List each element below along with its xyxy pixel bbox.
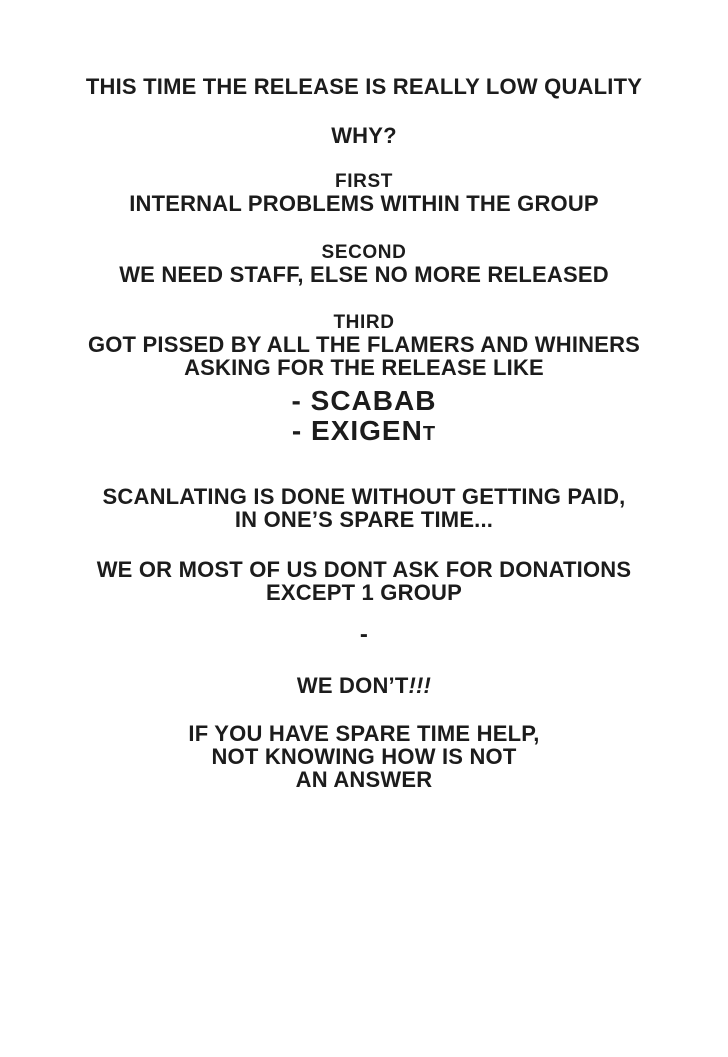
notice-title: THIS TIME THE RELEASE IS REALLY LOW QUALITY	[85, 74, 643, 99]
scanlating-line-2: IN ONE’S SPARE TIME...	[234, 507, 494, 532]
scanlating-line-1: SCANLATING IS DONE WITHOUT GETTING PAID,	[102, 484, 626, 509]
we-dont-exclamation: !!!	[408, 673, 432, 698]
flamer-name-exigent	[0, 415, 728, 450]
reason-third-heading: THIRD	[333, 312, 395, 333]
we-dont-text: WE DON’T	[296, 673, 409, 698]
help-plea-line-2: NOT KNOWING HOW IS NOT	[211, 744, 517, 769]
reason-second-block	[0, 242, 728, 286]
reason-second-heading: SECOND	[321, 242, 407, 263]
reason-first-block	[0, 171, 728, 215]
scanlating-block	[0, 485, 728, 531]
we-dont-line	[0, 674, 728, 697]
flamer-name-scabab: - SCABAB	[291, 385, 437, 416]
notice-question: WHY?	[331, 123, 397, 148]
reason-first-body: INTERNAL PROBLEMS WITHIN THE GROUP	[129, 191, 599, 216]
reason-second-body: WE NEED STAFF, ELSE NO MORE RELEASED	[119, 262, 609, 287]
help-plea-line-3: AN ANSWER	[295, 767, 433, 792]
flamer-name-exigent-tail: T	[422, 423, 437, 445]
reason-third-block	[0, 312, 728, 379]
reason-first-heading: FIRST	[335, 171, 393, 192]
reason-third-body-1: GOT PISSED BY ALL THE FLAMERS AND WHINERS	[87, 332, 641, 357]
flamer-name-exigent-main: - EXIGEN	[291, 415, 423, 446]
help-plea-block	[0, 722, 728, 791]
donations-line-1: WE OR MOST OF US DONT ASK FOR DONATIONS	[96, 557, 632, 582]
separator-dash: -	[359, 621, 369, 648]
donations-line-2: EXCEPT 1 GROUP	[266, 580, 462, 605]
reason-third-body-2: ASKING FOR THE RELEASE LIKE	[184, 355, 544, 380]
help-plea-line-1: IF YOU HAVE SPARE TIME HELP,	[188, 721, 540, 746]
donations-block	[0, 558, 728, 604]
